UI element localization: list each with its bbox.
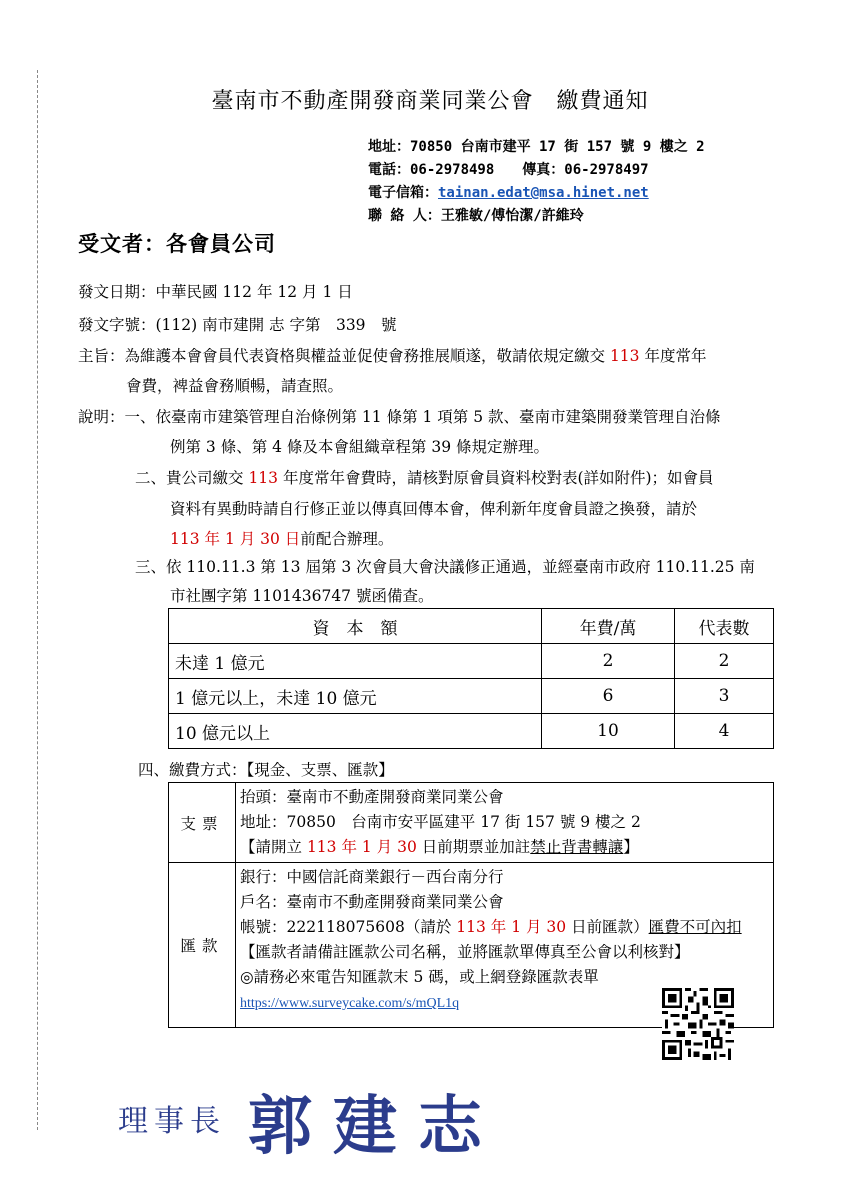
doc-number: 發文字號：(112) 南市建開 志 字第 339 號 [78,316,397,334]
table-row [169,714,774,749]
header-annual-fee: 年費/萬 [542,609,675,644]
qr-code-icon[interactable] [662,988,734,1060]
header-representatives: 代表數 [675,609,774,644]
issue-date: 發文日期：中華民國 112 年 12 月 1 日 [78,283,353,301]
item2-deadline-text: 前配合辦理。 [300,530,394,548]
check-note-close: 】 [623,838,639,856]
check-row [169,783,774,863]
fee-cell: 2 [542,644,675,679]
page-title: 臺南市不動產開發商業同業公會 繳費通知 [211,89,649,114]
payment-heading: 四、繳費方式：【現金、支票、匯款】 [138,761,394,779]
explanation-item-2-line-1 [135,466,714,488]
explanation-item-3-line-1: 三、依 110.11.3 第 13 屆第 3 次會員大會決議修正通過，並經臺南市政府 110.11.25 南 [135,558,755,576]
survey-link[interactable]: https://www.surveycake.com/s/mQL1q [240,996,460,1011]
transfer-label: 匯款 [169,863,236,1028]
subject-line-1 [78,344,706,366]
check-note-date: 113 年 1 月 30 [306,838,417,856]
table-row [169,644,774,679]
subject-text-end: 年度常年 [639,347,707,365]
fee-table [168,608,774,749]
check-label: 支票 [169,783,236,863]
fee-table-header [169,609,774,644]
transfer-bank: 銀行：中國信託商業銀行－西台南分行 [240,868,504,886]
check-note [236,835,773,860]
contact-persons: 聯 絡 人：王雅敏/傅怡潔/許維玲 [368,208,584,224]
signature-char-2: 建 [333,1089,397,1164]
signature-char-1: 郭 [248,1089,312,1164]
subject-text: 主旨：為維護本會會員代表資格與權益並促使會務推展順遂，敬請依規定繳交 [78,347,610,365]
transfer-note: 【匯款者請備註匯款公司名稱，並將匯款單傳真至公會以利核對】 [240,943,690,961]
check-details [236,783,774,863]
contact-phone-fax: 電話：06-2978498 傳真：06-2978497 [368,162,649,178]
check-address: 地址：70850 台南市安平區建平 17 街 157 號 9 樓之 2 [240,813,641,831]
item2-deadline: 113 年 1 月 30 日 [170,530,301,548]
table-row [169,679,774,714]
explanation-item-1-line-2: 例第 3 條、第 4 條及本會組織章程第 39 條規定辦理。 [170,438,550,456]
reps-cell: 4 [675,714,774,749]
transfer-notify: ◎請務必來電告知匯款末 5 碼，或上網登錄匯款表單 [240,968,599,986]
contact-address: 地址：70850 台南市建平 17 街 157 號 9 樓之 2 [368,139,705,155]
account-text-2: 日前匯款） [566,918,649,936]
margin-binding-line [37,70,38,1130]
check-note-text: 【請開立 [240,838,307,856]
explanation-item-1-line-1: 說明：一、依臺南市建築管理自治條例第 11 條第 1 項第 5 款、臺南市建築開發業管理自治條 [78,408,721,426]
fee-cell: 10 [542,714,675,749]
signature-char-3: 志 [418,1089,482,1164]
email-link[interactable]: tainan.edat@msa.hinet.net [438,185,649,201]
check-note-text-2: 日前期票並加註 [416,838,531,856]
item2-text: 二、貴公司繳交 [135,469,249,487]
check-payee: 抬頭：臺南市不動產開發商業同業公會 [240,788,504,806]
reps-cell: 2 [675,644,774,679]
item2-year: 113 [248,469,279,487]
explanation-item-2-line-2: 資料有異動時請自行修正並以傳真回傳本會，俾利新年度會員證之換發，請於 [170,500,698,518]
account-text: 帳號：222118075608（請於 [240,918,457,936]
header-capital: 資 本 額 [169,609,542,644]
explanation-item-2-line-3 [170,527,393,549]
chairman-title: 理事長 [118,1104,226,1139]
transfer-account-name: 戶名：臺南市不動產開發商業同業公會 [240,893,504,911]
fee-cell: 6 [542,679,675,714]
account-deadline: 113 年 1 月 30 [456,918,567,936]
subject-year: 113 [609,347,640,365]
item2-text-end: 年度常年會費時，請核對原會員資料校對表(詳如附件)；如會員 [278,469,714,487]
capital-cell: 10 億元以上 [169,714,542,749]
email-label: 電子信箱： [368,185,438,201]
recipient: 受文者：各會員公司 [78,231,276,256]
capital-cell: 未達 1 億元 [169,644,542,679]
check-note-restriction: 禁止背書轉讓 [530,838,624,856]
contact-email-row [368,182,649,202]
transfer-account-number [236,915,773,940]
account-fee-note: 匯費不可內扣 [648,918,742,936]
subject-line-2: 會費，裨益會務順暢，請查照。 [126,377,344,395]
explanation-item-3-line-2: 市社團字第 1101436747 號函備查。 [170,587,434,605]
reps-cell: 3 [675,679,774,714]
capital-cell: 1 億元以上，未達 10 億元 [169,679,542,714]
